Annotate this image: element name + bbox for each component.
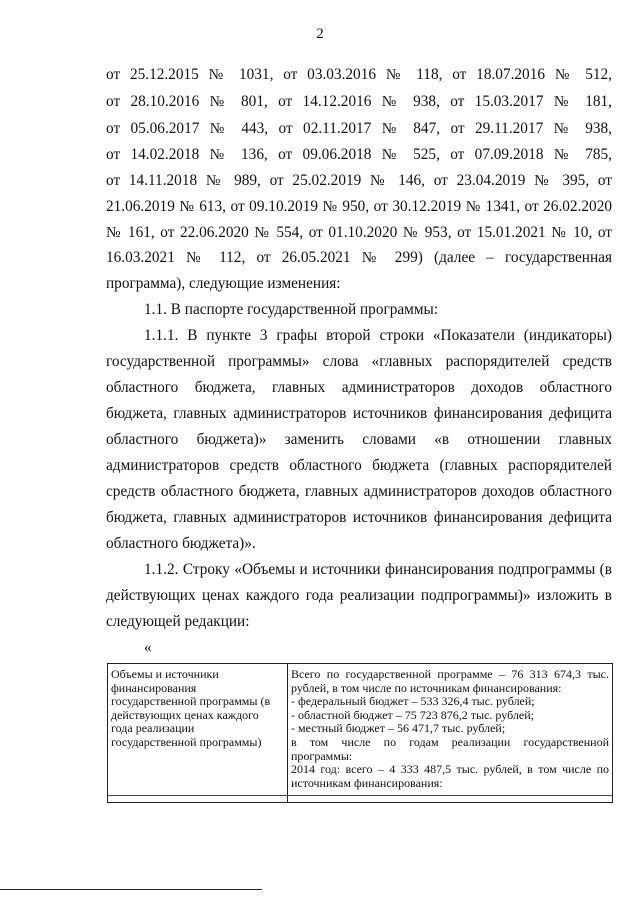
table-label-line: действующих ценах каждого xyxy=(111,707,259,722)
paragraph-1-1-2: 1.1.2. Строку «Объемы и источники финансирования подпрограммы (в xyxy=(144,561,612,578)
opening-quote: « xyxy=(144,639,152,656)
table-label-line: финансирования xyxy=(111,680,197,695)
body-line: 21.06.2019 № 613, от 09.10.2019 № 950, от 30.12.2019 № 1341, от 26.02.2020 xyxy=(106,198,612,215)
body-line: от 14.11.2018 № 989, от 25.02.2019 № 146, от 23.04.2019 № 395, от xyxy=(106,172,612,189)
body-line: бюджета, главных администраторов источников финансирования дефицита xyxy=(106,405,612,422)
body-line: № 161, от 22.06.2020 № 554, от 01.10.2020 № 953, от 15.01.2021 № 10, от xyxy=(106,224,612,241)
table-column-divider xyxy=(287,664,288,802)
table-value-line: в том числе по годам реализации государственной xyxy=(291,734,609,749)
table-value-line: источникам финансирования: xyxy=(291,775,443,790)
body-line: государственной программы» слова «главных распорядителей средств xyxy=(106,353,612,370)
table-cell-label xyxy=(111,668,285,750)
table-value-line: - областной бюджет – 75 723 876,2 тыс. рублей; xyxy=(291,707,534,722)
body-line: 16.03.2021 № 112, от 26.05.2021 № 299) (далее – государственная xyxy=(106,249,612,266)
table-label-line: государственной программы) xyxy=(111,734,262,749)
page-number: 2 xyxy=(316,26,324,42)
table-value-line: Всего по государственной программе – 76 313 674,3 тыс. xyxy=(291,667,609,681)
body-line: следующей редакции: xyxy=(106,613,250,630)
body-line: от 28.10.2016 № 801, от 14.12.2016 № 938, от 15.03.2017 № 181, xyxy=(106,93,612,110)
funding-table xyxy=(107,663,613,803)
table-inner-border xyxy=(108,795,612,802)
paragraph-1-1-1: 1.1.1. В пункте 3 графы второй строки «Показатели (индикаторы) xyxy=(144,327,612,344)
body-line: программа), следующие изменения: xyxy=(106,275,341,292)
table-cell-value xyxy=(291,668,609,790)
body-line: областного бюджета)». xyxy=(106,535,256,552)
body-line: бюджета, главных администраторов источников финансирования дефицита xyxy=(106,509,612,526)
table-label-line: государственной программы (в xyxy=(111,694,271,709)
body-line: областного бюджета)» заменить словами «в отношении главных xyxy=(106,431,612,448)
body-line: администраторов средств областного бюджета (главных распорядителей xyxy=(106,457,612,474)
body-line: от 05.06.2017 № 443, от 02.11.2017 № 847, от 29.11.2017 № 938, xyxy=(106,120,612,137)
section-heading-1-1: 1.1. В паспорте государственной программы: xyxy=(144,301,439,318)
footnote-separator xyxy=(0,889,262,890)
body-line: действующих ценах каждого года реализации подпрограммы)» изложить в xyxy=(106,587,612,604)
table-value-line: рублей, в том числе по источникам финансирования: xyxy=(291,680,562,695)
body-line: областного бюджета, главных администраторов доходов областного xyxy=(106,379,612,396)
table-label-line: года реализации xyxy=(111,721,195,736)
table-label-line: Объемы и источники xyxy=(111,667,219,681)
table-value-line: 2014 год: всего – 4 333 487,5 тыс. рублей, в том числе по xyxy=(291,762,609,777)
table-value-line: - местный бюджет – 56 471,7 тыс. рублей; xyxy=(291,721,506,736)
body-line: от 14.02.2018 № 136, от 09.06.2018 № 525, от 07.09.2018 № 785, xyxy=(106,146,612,163)
table-value-line: - федеральный бюджет – 533 326,4 тыс. рублей; xyxy=(291,694,535,709)
body-line: средств областного бюджета, главных администраторов доходов областного xyxy=(106,483,612,500)
table-value-line: программы: xyxy=(291,748,353,763)
body-line: от 25.12.2015 № 1031, от 03.03.2016 № 118, от 18.07.2016 № 512, xyxy=(106,66,612,83)
